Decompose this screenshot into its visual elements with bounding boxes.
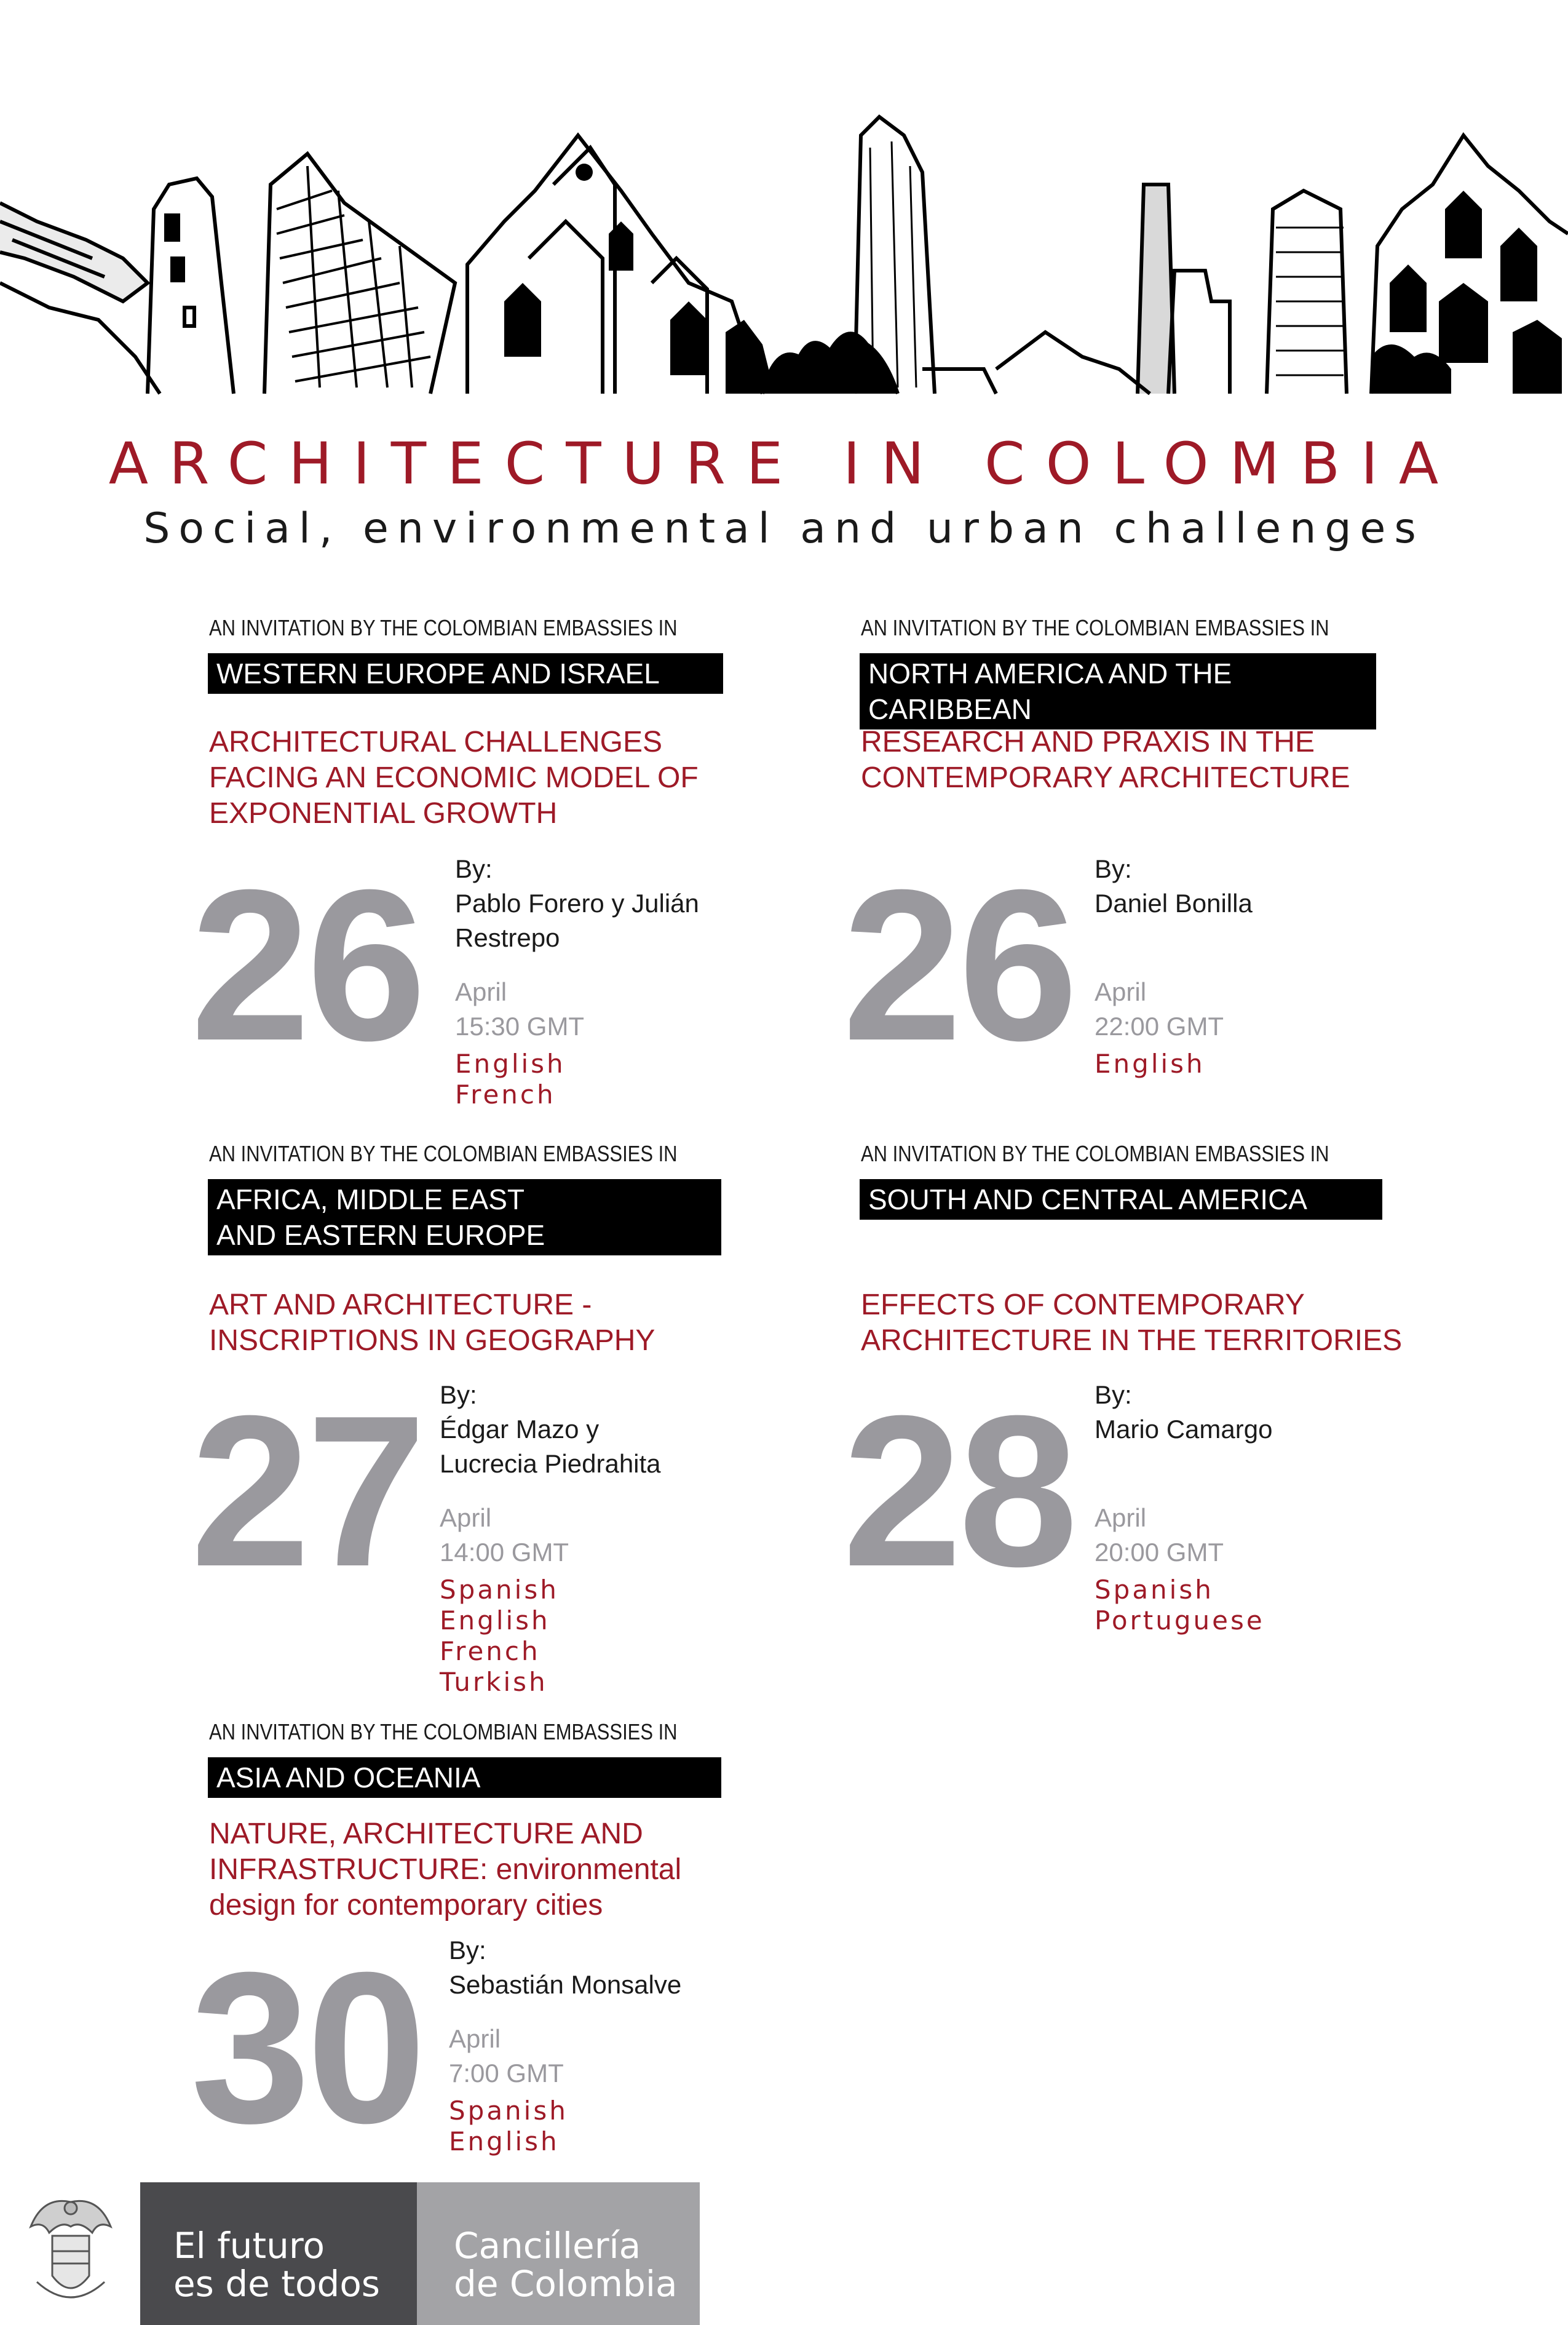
language-item: English [455, 1049, 566, 1079]
event-day: 28 [842, 1371, 1075, 1612]
event-day: 27 [191, 1371, 423, 1612]
talk-title: EFFECTS OF CONTEMPORARY ARCHITECTURE IN THE TERRITORIES [861, 1289, 1403, 1357]
event-card-africa-middle-east [191, 1141, 769, 1697]
speaker-name: Sebastián Monsalve [449, 1970, 682, 1999]
language-item: Portuguese [1095, 1605, 1265, 1635]
invitation-line: AN INVITATION BY THE COLOMBIAN EMBASSIES IN [861, 1141, 1329, 1166]
event-day: 26 [842, 845, 1075, 1086]
event-month: April [455, 977, 507, 1006]
event-time: 20:00 GMT [1095, 1538, 1224, 1567]
language-list [1095, 1049, 1402, 1079]
event-day: 30 [191, 1928, 423, 2168]
talk-title: RESEARCH AND PRAXIS IN THE CONTEMPORARY ARCHITECTURE [861, 726, 1350, 794]
coat-of-arms-icon [18, 2184, 123, 2325]
talk-title: NATURE, ARCHITECTURE AND INFRASTRUCTURE: environmental design for contemporary cities [209, 1818, 682, 1922]
talk-title: ARCHITECTURAL CHALLENGES FACING AN ECONOMIC MODEL OF EXPONENTIAL GROWTH [209, 726, 699, 830]
talk-title: ART AND ARCHITECTURE - INSCRIPTIONS IN GEOGRAPHY [209, 1289, 655, 1357]
speaker-name: Pablo Forero y Julián Restrepo [455, 889, 699, 952]
slogan-text: El futuro es de todos [173, 2225, 381, 2305]
slogan-panel [140, 2182, 417, 2325]
language-item: English [449, 2126, 560, 2156]
invitation-line: AN INVITATION BY THE COLOMBIAN EMBASSIES IN [209, 1141, 678, 1166]
region-banner: AFRICA, MIDDLE EAST AND EASTERN EUROPE [208, 1179, 721, 1255]
event-details [440, 1378, 747, 1698]
ministry-panel [417, 2182, 700, 2325]
speaker-name: Mario Camargo [1095, 1415, 1273, 1444]
event-card-asia-oceania [191, 1719, 769, 2174]
event-month: April [1095, 1503, 1147, 1532]
ministry-name: Cancillería de Colombia [454, 2225, 678, 2305]
language-item: Spanish [449, 2096, 568, 2126]
speaker-name: Édgar Mazo y Lucrecia Piedrahita [440, 1415, 661, 1478]
event-card-western-europe [191, 615, 769, 1156]
language-list [455, 1049, 762, 1110]
language-item: English [1095, 1049, 1205, 1079]
event-month: April [440, 1503, 492, 1532]
event-time: 14:00 GMT [440, 1538, 569, 1567]
page-subtitle: Social, environmental and urban challenges [143, 504, 1425, 553]
invitation-line: AN INVITATION BY THE COLOMBIAN EMBASSIES IN [209, 615, 678, 640]
invitation-line: AN INVITATION BY THE COLOMBIAN EMBASSIES IN [861, 615, 1329, 640]
event-card-south-central-america [842, 1141, 1420, 1682]
region-banner: WESTERN EUROPE AND ISRAEL [208, 653, 723, 694]
event-month: April [449, 2024, 501, 2053]
language-item: Spanish [440, 1575, 559, 1605]
language-item: English [440, 1605, 550, 1635]
page-title: ARCHITECTURE IN COLOMBIA [108, 431, 1460, 498]
speaker-name: Daniel Bonilla [1095, 889, 1253, 918]
city-skyline-illustration [0, 98, 1568, 406]
event-details [1095, 1378, 1402, 1636]
event-time: 7:00 GMT [449, 2059, 564, 2088]
event-details [1095, 852, 1402, 1079]
region-banner: SOUTH AND CENTRAL AMERICA [860, 1179, 1382, 1220]
by-label: By: [455, 854, 493, 883]
event-details [449, 1933, 756, 2157]
event-time: 22:00 GMT [1095, 1012, 1224, 1041]
event-time: 15:30 GMT [455, 1012, 585, 1041]
language-list [440, 1575, 747, 1698]
region-banner: NORTH AMERICA AND THE CARIBBEAN [860, 653, 1376, 729]
language-item: Turkish [440, 1667, 548, 1697]
by-label: By: [440, 1380, 477, 1409]
by-label: By: [449, 1936, 486, 1965]
language-item: French [455, 1079, 556, 1110]
language-list [1095, 1575, 1402, 1636]
event-card-north-america [842, 615, 1420, 1156]
by-label: By: [1095, 854, 1132, 883]
by-label: By: [1095, 1380, 1132, 1409]
event-details [455, 852, 762, 1110]
language-item: French [440, 1636, 540, 1666]
invitation-line: AN INVITATION BY THE COLOMBIAN EMBASSIES IN [209, 1719, 678, 1744]
language-item: Spanish [1095, 1575, 1214, 1605]
region-banner: ASIA AND OCEANIA [208, 1757, 721, 1798]
event-day: 26 [191, 845, 423, 1086]
event-month: April [1095, 977, 1147, 1006]
language-list [449, 2096, 756, 2157]
